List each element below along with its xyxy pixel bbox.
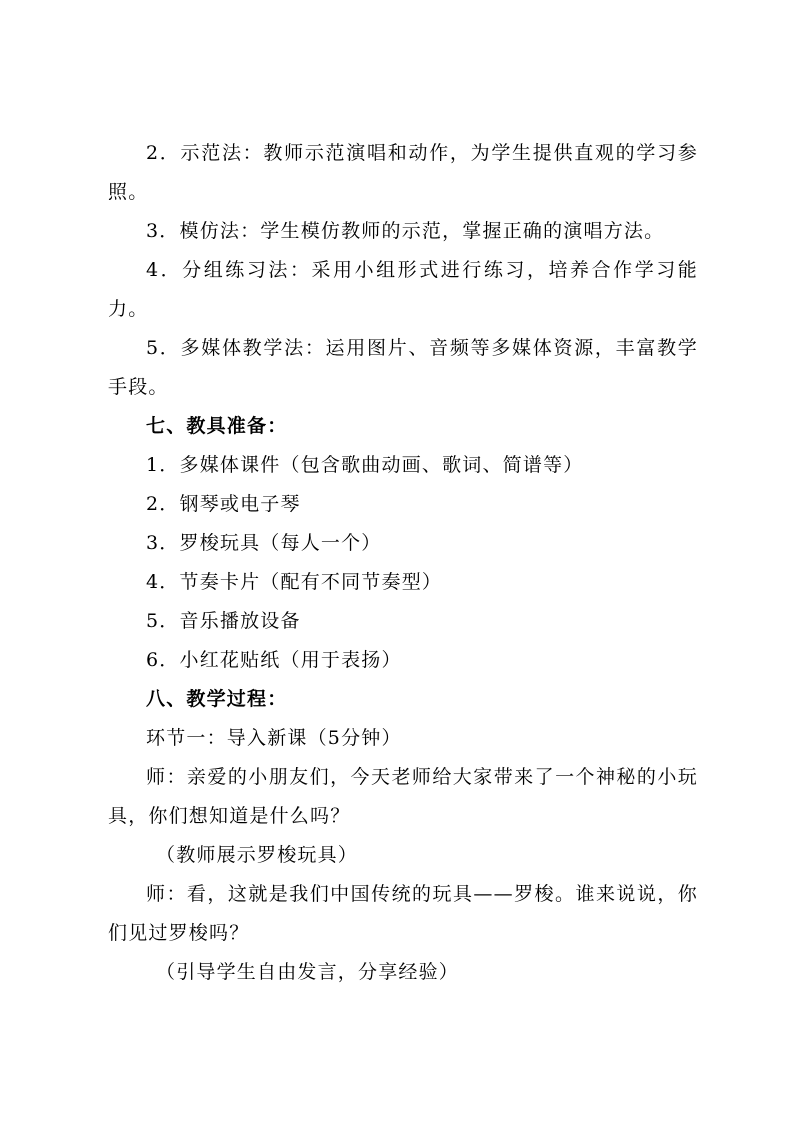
- method-group-practice: 4．分组练习法：采用小组形式进行练习，培养合作学习能力。: [108, 259, 698, 320]
- teaching-aid-item: 2．钢琴或电子琴: [146, 493, 301, 515]
- stage-direction: （引导学生自由发言，分享经验）: [156, 961, 460, 983]
- teacher-dialogue: 师：看，这就是我们中国传统的玩具——罗梭。谁来说说，你们见过罗梭吗？: [108, 883, 698, 944]
- teaching-aid-item: 1．多媒体课件（包含歌曲动画、歌词、简谱等）: [146, 454, 584, 476]
- stage-direction: （教师展示罗梭玩具）: [156, 844, 359, 866]
- teaching-aid-item: 5．音乐播放设备: [146, 610, 301, 632]
- section-heading-teaching-aids: 七、教具准备：: [146, 415, 288, 437]
- teaching-aid-item: 6．小红花贴纸（用于表扬）: [146, 649, 402, 671]
- method-demonstration: 2．示范法：教师示范演唱和动作，为学生提供直观的学习参照。: [108, 142, 698, 203]
- teaching-aid-item: 3．罗梭玩具（每人一个）: [146, 532, 382, 554]
- teaching-aid-item: 4．节奏卡片（配有不同节奏型）: [146, 571, 443, 593]
- stage-title: 环节一：导入新课（5分钟）: [146, 727, 402, 749]
- method-multimedia: 5．多媒体教学法：运用图片、音频等多媒体资源，丰富教学手段。: [108, 337, 698, 398]
- teacher-dialogue: 师：亲爱的小朋友们，今天老师给大家带来了一个神秘的小玩具，你们想知道是什么吗？: [108, 766, 698, 827]
- method-imitation: 3．模仿法：学生模仿教师的示范，掌握正确的演唱方法。: [146, 220, 665, 242]
- section-heading-teaching-process: 八、教学过程：: [146, 688, 288, 710]
